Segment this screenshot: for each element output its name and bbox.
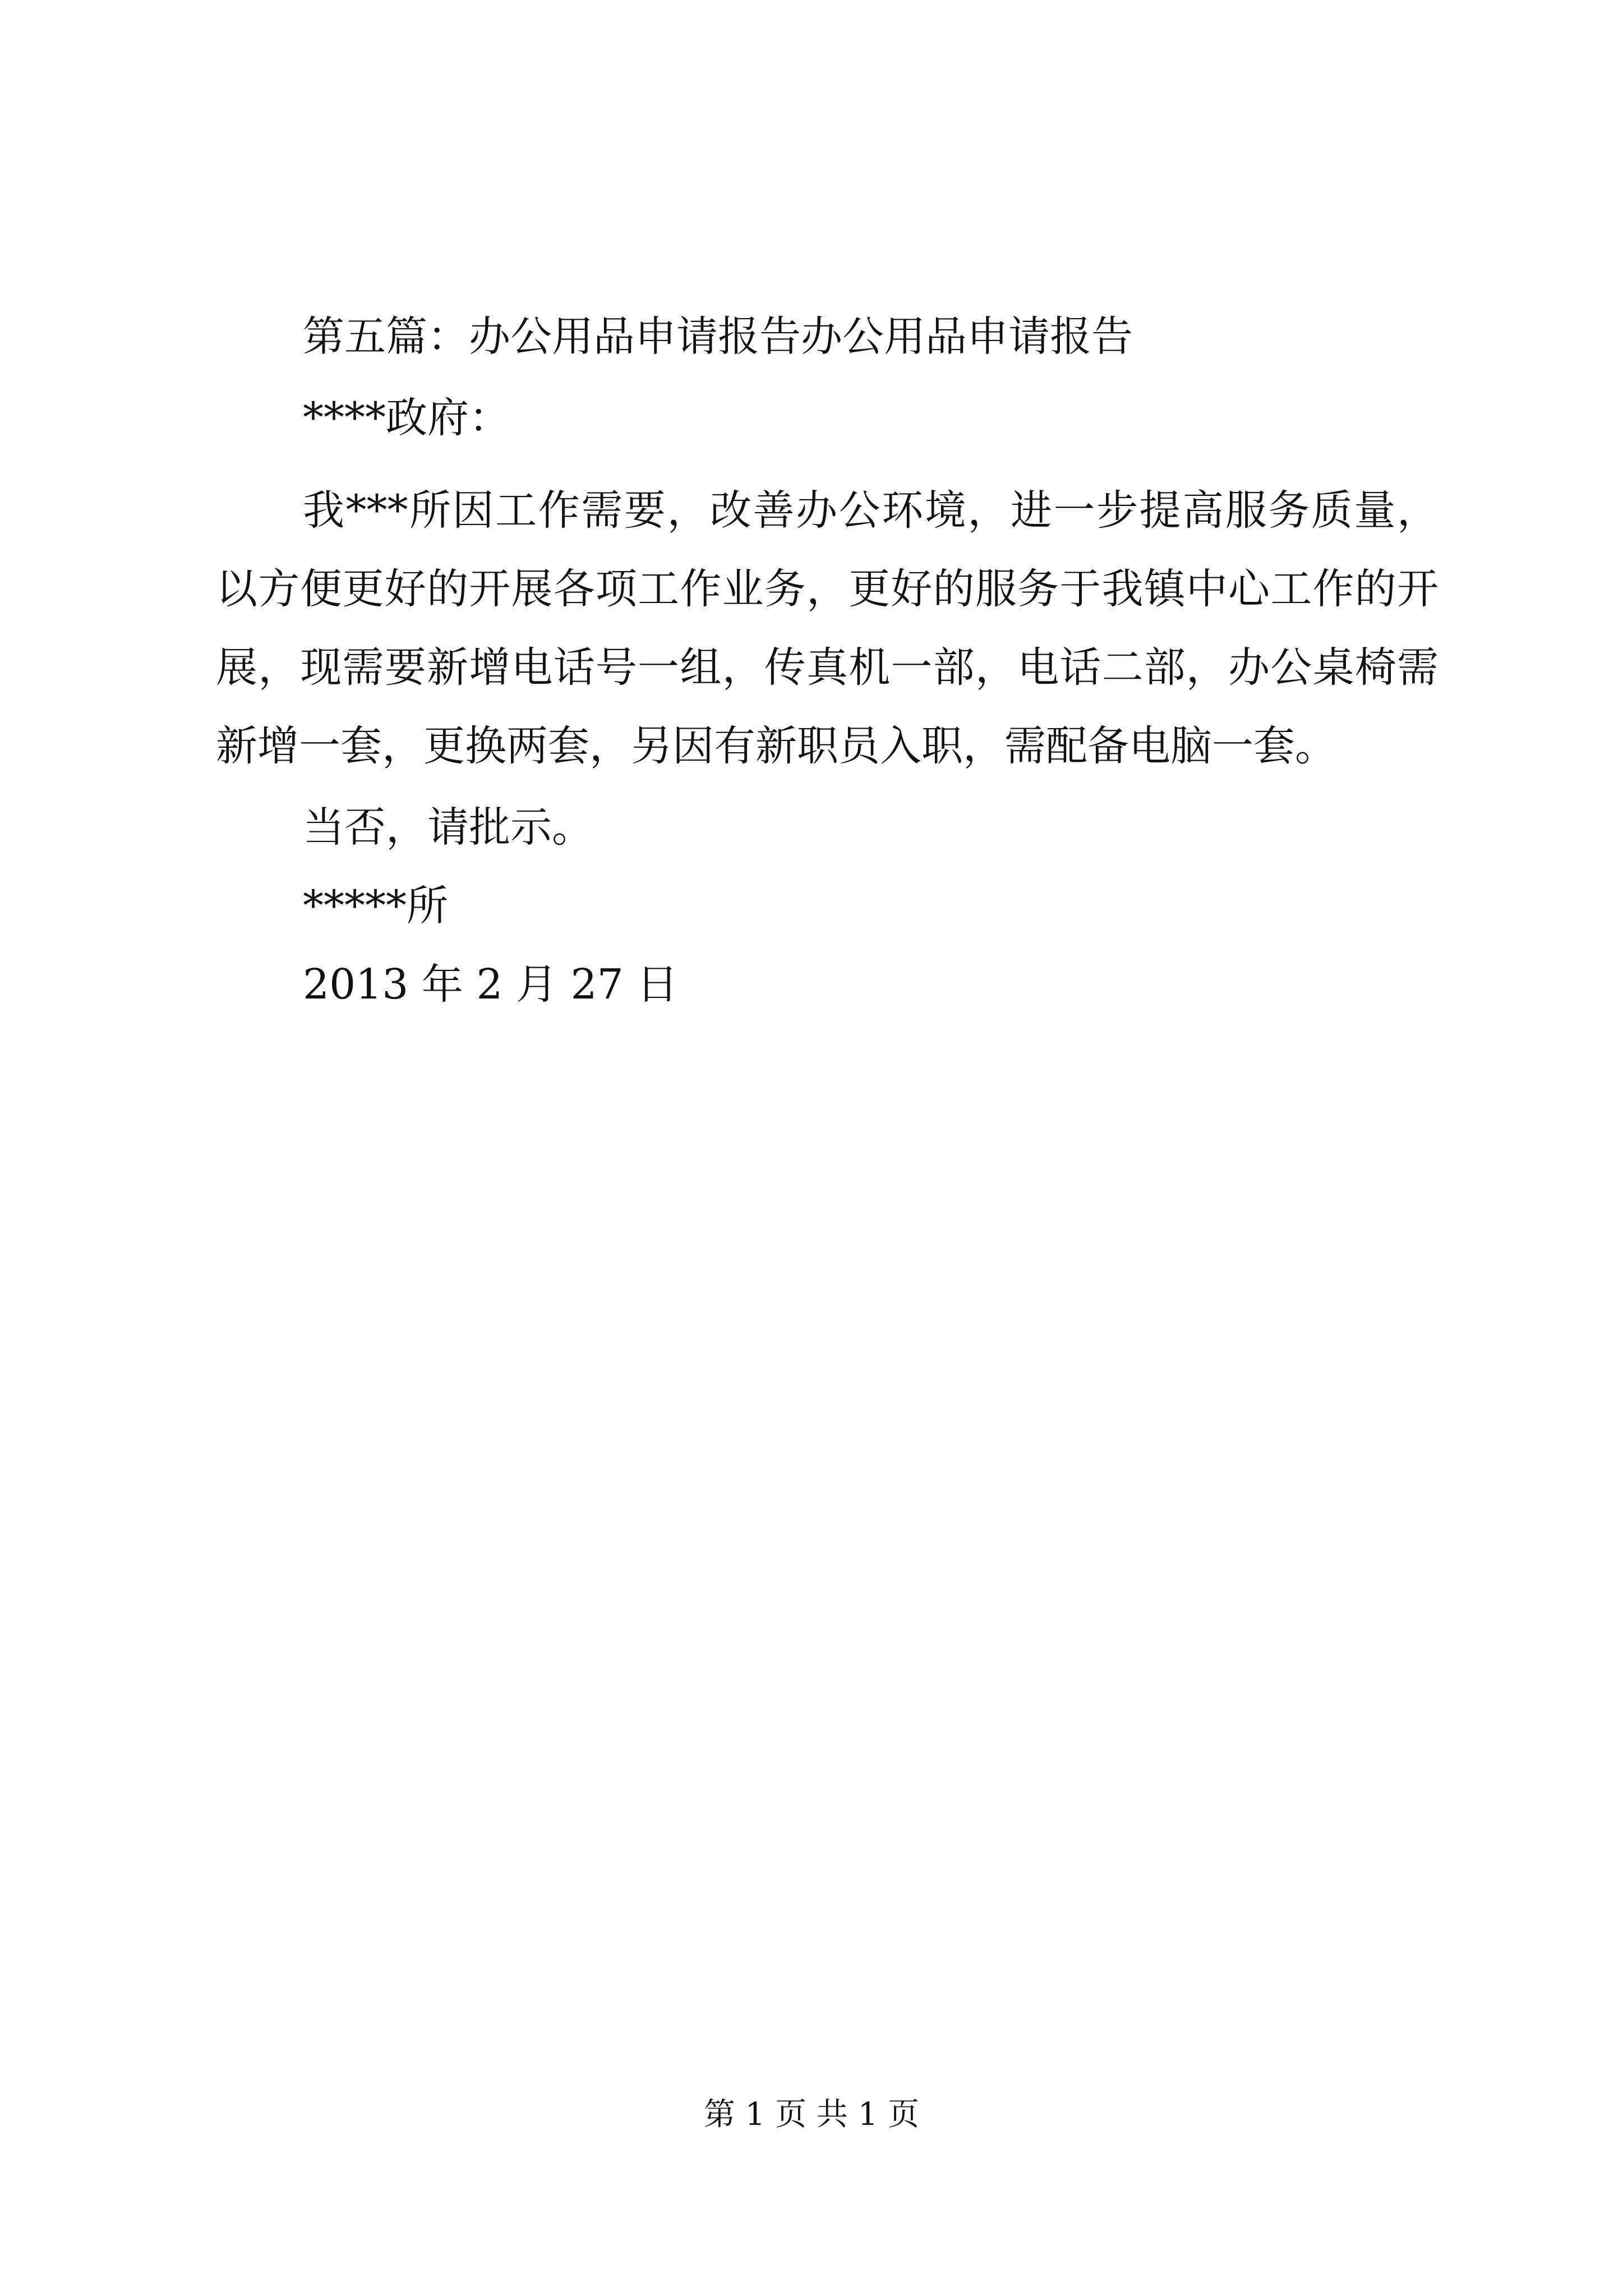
addressee: ****政府： xyxy=(303,394,510,442)
body-paragraph: 我***所因工作需要，改善办公环境，进一步提高服务质量，以方便更好的开展各项工作业务，更好的服务于我镇中心工作的开展，现需要新增电话号一组，传真机一部，电话二部，办公桌椅需新增一套，更换两套，另因有新职员入职，需配备电脑一套。 xyxy=(216,486,1438,770)
page-footer: 第 1 页 共 1 页 xyxy=(703,2096,920,2133)
date-line: 2013 年 2 月 27 日 xyxy=(303,960,679,1009)
signature: *****所 xyxy=(303,882,448,930)
closing-line: 当否，请批示。 xyxy=(303,803,593,852)
document-title: 第五篇：办公用品申请报告办公用品申请报告 xyxy=(303,312,1133,361)
